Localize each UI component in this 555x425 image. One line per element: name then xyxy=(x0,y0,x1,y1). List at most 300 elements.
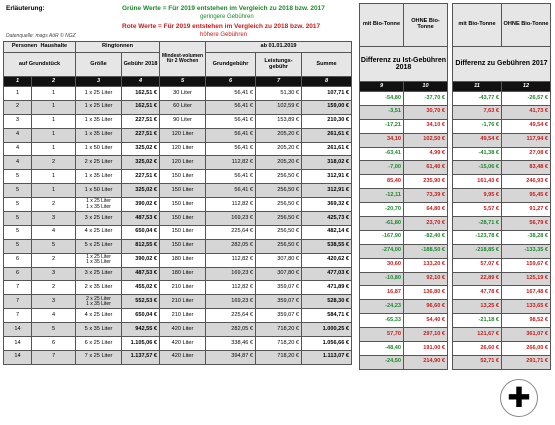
bin-size-cell: 1 x 25 Liter xyxy=(76,87,122,101)
plus-icon: ✚ xyxy=(507,381,531,414)
sum-cell: 312,91 € xyxy=(302,170,352,184)
diff-2018-without-bio-cell: 61,40 € xyxy=(404,161,448,175)
min-volume-cell: 150 Liter xyxy=(160,239,206,253)
min-volume-cell: 90 Liter xyxy=(160,114,206,128)
diff-2018-with-bio-cell: -54,80 xyxy=(360,92,404,106)
diff-2018-with-bio-cell: 57,70 xyxy=(360,328,404,342)
diff-2018-table xyxy=(359,3,448,370)
diff-2017-with-bio-cell: -41,38 € xyxy=(453,147,502,161)
households-cell: 4 xyxy=(32,225,76,239)
table-row xyxy=(4,128,352,142)
perf-fee-cell: 307,80 € xyxy=(256,253,302,267)
min-volume-cell: 180 Liter xyxy=(160,267,206,281)
sum-cell: 1.000,25 € xyxy=(302,323,352,337)
bin-size-cell: 2 x 35 Liter xyxy=(76,281,122,295)
table-row xyxy=(4,87,352,101)
table-row xyxy=(360,105,448,119)
table-row xyxy=(360,189,448,203)
col-num: 10 xyxy=(404,82,448,92)
diff-2017-without-bio-cell: -26,57 € xyxy=(502,92,551,106)
header-without-bio: OHNE Bio-Tonne xyxy=(404,4,448,47)
diff-2018-with-bio-cell: 34,10 xyxy=(360,133,404,147)
base-fee-cell: 56,41 € xyxy=(206,114,256,128)
table-row xyxy=(360,342,448,356)
fee-2018-cell: 325,02 € xyxy=(122,156,160,170)
base-fee-cell: 56,41 € xyxy=(206,100,256,114)
min-volume-cell: 210 Liter xyxy=(160,281,206,295)
diff-2018-without-bio-cell: 297,10 € xyxy=(404,328,448,342)
col-num: 8 xyxy=(302,77,352,87)
table-row xyxy=(453,258,551,272)
diff-2018-with-bio-cell: 30,60 xyxy=(360,258,404,272)
diff-2018-with-bio-cell: -20,70 xyxy=(360,203,404,217)
min-volume-cell: 180 Liter xyxy=(160,253,206,267)
legend-label: Erläuterung: xyxy=(6,5,45,12)
fee-2018-cell: 162,51 € xyxy=(122,100,160,114)
fee-2018-cell: 227,51 € xyxy=(122,128,160,142)
sum-cell: 425,73 € xyxy=(302,212,352,226)
table-row xyxy=(360,314,448,328)
table-row xyxy=(360,92,448,106)
legend-green-sub: geringere Gebühren xyxy=(200,14,254,20)
persons-cell: 5 xyxy=(4,225,32,239)
base-fee-cell: 282,05 € xyxy=(206,323,256,337)
table-row xyxy=(453,175,551,189)
table-row xyxy=(4,253,352,267)
min-volume-cell: 150 Liter xyxy=(160,225,206,239)
min-volume-cell: 420 Liter xyxy=(160,323,206,337)
col-num: 4 xyxy=(122,77,160,87)
table-row xyxy=(453,147,551,161)
perf-fee-cell: 205,20 € xyxy=(256,128,302,142)
diff-2017-with-bio-cell: 13,25 € xyxy=(453,300,502,314)
header-minvol: Mindest-volumen für 2 Wochen xyxy=(160,42,206,77)
table-row xyxy=(453,189,551,203)
diff-2018-without-bio-cell: 133,20 € xyxy=(404,258,448,272)
table-row xyxy=(453,105,551,119)
fee-2018-cell: 487,53 € xyxy=(122,212,160,226)
diff-2018-without-bio-cell: 92,10 € xyxy=(404,272,448,286)
table-row xyxy=(4,198,352,212)
diff-2018-without-bio-cell: 136,80 € xyxy=(404,286,448,300)
diff-2017-with-bio-cell: -1,76 € xyxy=(453,119,502,133)
diff-2017-without-bio-cell: 98,52 € xyxy=(502,314,551,328)
table-row xyxy=(360,175,448,189)
households-cell: 1 xyxy=(32,87,76,101)
fee-2018-cell: 552,53 € xyxy=(122,295,160,309)
diff-2018-with-bio-cell: -167,90 xyxy=(360,230,404,244)
perf-fee-cell: 256,50 € xyxy=(256,225,302,239)
legend-green-text: Grüne Werte = Für 2019 entstehen im Vergleich zu 2018 bzw. 2017 xyxy=(122,5,325,12)
base-fee-cell: 56,41 € xyxy=(206,128,256,142)
households-cell: 1 xyxy=(32,100,76,114)
diff-2018-without-bio-cell: 34,10 € xyxy=(404,119,448,133)
persons-cell: 14 xyxy=(4,350,32,364)
base-fee-cell: 169,23 € xyxy=(206,295,256,309)
fee-2018-cell: 1.137,57 € xyxy=(122,350,160,364)
table-row xyxy=(4,114,352,128)
column-number-row xyxy=(453,82,551,92)
perf-fee-cell: 205,20 € xyxy=(256,156,302,170)
table-row xyxy=(4,156,352,170)
persons-cell: 4 xyxy=(4,156,32,170)
persons-cell: 5 xyxy=(4,212,32,226)
diff-2018-with-bio-cell: -65,33 xyxy=(360,314,404,328)
bin-size-cell: 1 x 35 Liter xyxy=(76,114,122,128)
diff-2017-with-bio-cell: 5,57 € xyxy=(453,203,502,217)
header-sum: Summe xyxy=(302,53,352,77)
col-num: 11 xyxy=(453,82,502,92)
sum-cell: 477,03 € xyxy=(302,267,352,281)
base-fee-cell: 112,82 € xyxy=(206,156,256,170)
diff-2018-with-bio-cell: 16,87 xyxy=(360,286,404,300)
perf-fee-cell: 153,89 € xyxy=(256,114,302,128)
fee-2018-cell: 162,51 € xyxy=(122,87,160,101)
perf-fee-cell: 102,59 € xyxy=(256,100,302,114)
diff-2018-without-bio-cell: 73,39 € xyxy=(404,189,448,203)
min-volume-cell: 150 Liter xyxy=(160,198,206,212)
table-row xyxy=(4,212,352,226)
table-row xyxy=(360,258,448,272)
table-row xyxy=(4,170,352,184)
col-num: 2 xyxy=(32,77,76,87)
table-row xyxy=(4,225,352,239)
diff-2017-without-bio-cell: 27,08 € xyxy=(502,147,551,161)
diff-2018-without-bio-cell: 23,70 € xyxy=(404,217,448,231)
diff-2017-with-bio-cell: 57,07 € xyxy=(453,258,502,272)
diff-2017-without-bio-cell: 41,73 € xyxy=(502,105,551,119)
diff-2017-without-bio-cell: 91,27 € xyxy=(502,203,551,217)
diff-2018-with-bio-cell: -48,40 xyxy=(360,342,404,356)
households-cell: 2 xyxy=(32,281,76,295)
table-row xyxy=(453,328,551,342)
persons-cell: 1 xyxy=(4,87,32,101)
diff-2017-without-bio-cell: 49,54 € xyxy=(502,119,551,133)
diff-2018-without-bio-cell: -188,50 € xyxy=(404,244,448,258)
households-cell: 5 xyxy=(32,323,76,337)
diff-2017-without-bio-cell: 266,00 € xyxy=(502,342,551,356)
persons-cell: 4 xyxy=(4,128,32,142)
min-volume-cell: 210 Liter xyxy=(160,295,206,309)
base-fee-cell: 282,05 € xyxy=(206,239,256,253)
base-fee-cell: 169,23 € xyxy=(206,267,256,281)
table-row xyxy=(4,309,352,323)
col-num: 6 xyxy=(206,77,256,87)
base-fee-cell: 112,82 € xyxy=(206,198,256,212)
perf-fee-cell: 718,20 € xyxy=(256,350,302,364)
perf-fee-cell: 256,50 € xyxy=(256,184,302,198)
col-num: 9 xyxy=(360,82,404,92)
perf-fee-cell: 256,50 € xyxy=(256,170,302,184)
header-perf-fee: Leistungs-gebühr xyxy=(256,53,302,77)
fee-2018-cell: 812,55 € xyxy=(122,239,160,253)
diff-2018-without-bio-cell: 30,70 € xyxy=(404,105,448,119)
persons-cell: 6 xyxy=(4,253,32,267)
persons-cell: 3 xyxy=(4,114,32,128)
perf-fee-cell: 256,50 € xyxy=(256,198,302,212)
diff-2017-table xyxy=(452,3,551,370)
diff-2018-with-bio-cell: -24,23 xyxy=(360,300,404,314)
header-bins: Ringtonnen xyxy=(76,42,160,53)
households-cell: 3 xyxy=(32,267,76,281)
table-row xyxy=(360,244,448,258)
diff-2017-with-bio-cell: -43,77 € xyxy=(453,92,502,106)
bin-size-cell: 2 x 25 Liter 1 x 35 Liter xyxy=(76,295,122,309)
diff-2018-without-bio-cell: 235,90 € xyxy=(404,175,448,189)
table-row xyxy=(360,147,448,161)
households-cell: 1 xyxy=(32,114,76,128)
min-volume-cell: 120 Liter xyxy=(160,142,206,156)
header-fee2018: Gebühr 2018 xyxy=(122,53,160,77)
persons-cell: 7 xyxy=(4,281,32,295)
zoom-in-button[interactable] xyxy=(500,379,538,417)
perf-fee-cell: 205,20 € xyxy=(256,142,302,156)
table-row xyxy=(4,142,352,156)
column-number-row xyxy=(4,77,352,87)
diff-2018-with-bio-cell: 85,40 xyxy=(360,175,404,189)
min-volume-cell: 150 Liter xyxy=(160,184,206,198)
base-fee-cell: 225,64 € xyxy=(206,309,256,323)
households-cell: 6 xyxy=(32,337,76,351)
col-num: 3 xyxy=(76,77,122,87)
households-cell: 1 xyxy=(32,170,76,184)
perf-fee-cell: 256,50 € xyxy=(256,239,302,253)
diff-2017-without-bio-cell: 133,65 € xyxy=(502,300,551,314)
diff-2017-without-bio-cell: 291,71 € xyxy=(502,355,551,369)
households-cell: 1 xyxy=(32,142,76,156)
table-row xyxy=(360,133,448,147)
sum-cell: 210,30 € xyxy=(302,114,352,128)
households-cell: 1 xyxy=(32,128,76,142)
bin-size-cell: 5 x 35 Liter xyxy=(76,323,122,337)
diff-2017-with-bio-cell: 121,67 € xyxy=(453,328,502,342)
households-cell: 2 xyxy=(32,156,76,170)
fee-2018-cell: 390,02 € xyxy=(122,253,160,267)
base-fee-cell: 225,64 € xyxy=(206,225,256,239)
fee-2018-cell: 650,04 € xyxy=(122,309,160,323)
fee-2018-cell: 325,02 € xyxy=(122,184,160,198)
perf-fee-cell: 307,80 € xyxy=(256,267,302,281)
diff-2017-without-bio-cell: 167,48 € xyxy=(502,286,551,300)
households-cell: 5 xyxy=(32,239,76,253)
col-num: 5 xyxy=(160,77,206,87)
min-volume-cell: 150 Liter xyxy=(160,170,206,184)
legend-red-text: Rote Werte = Für 2019 entstehen im Vergleich zu 2018 bzw. 2017 xyxy=(122,23,321,30)
diff-2017-with-bio-cell: -15,06 € xyxy=(453,161,502,175)
table-row xyxy=(453,217,551,231)
base-fee-cell: 56,41 € xyxy=(206,87,256,101)
table-row xyxy=(4,295,352,309)
sum-cell: 318,02 € xyxy=(302,156,352,170)
diff-2017-with-bio-cell: 9,95 € xyxy=(453,189,502,203)
sum-cell: 312,91 € xyxy=(302,184,352,198)
header-diff2018: Differenz zu Ist-Gebühren 2018 xyxy=(360,47,448,82)
diff-2018-without-bio-cell: 64,80 € xyxy=(404,203,448,217)
min-volume-cell: 150 Liter xyxy=(160,212,206,226)
table-row xyxy=(453,355,551,369)
table-row xyxy=(4,337,352,351)
table-row xyxy=(453,133,551,147)
table-row xyxy=(453,314,551,328)
table-row xyxy=(360,286,448,300)
bin-size-cell: 1 x 35 Liter xyxy=(76,170,122,184)
table-row xyxy=(360,203,448,217)
households-cell: 3 xyxy=(32,295,76,309)
diff-2018-with-bio-cell: -24,50 xyxy=(360,355,404,369)
persons-cell: 5 xyxy=(4,239,32,253)
table-row xyxy=(360,217,448,231)
header-without-bio: OHNE Bio-Tonne xyxy=(502,4,551,47)
table-row xyxy=(360,300,448,314)
legend xyxy=(4,2,359,42)
base-fee-cell: 56,41 € xyxy=(206,142,256,156)
column-number-row xyxy=(360,82,448,92)
diff-2018-without-bio-cell: -37,70 € xyxy=(404,92,448,106)
header-diff2017: Differenz zu Gebühren 2017 xyxy=(453,47,551,82)
perf-fee-cell: 718,20 € xyxy=(256,323,302,337)
min-volume-cell: 120 Liter xyxy=(160,128,206,142)
table-row xyxy=(453,161,551,175)
bin-size-cell: 4 x 25 Liter xyxy=(76,225,122,239)
diff-2018-with-bio-cell: -63,41 xyxy=(360,147,404,161)
fee-2018-cell: 1.105,06 € xyxy=(122,337,160,351)
persons-cell: 5 xyxy=(4,170,32,184)
sum-cell: 584,71 € xyxy=(302,309,352,323)
min-volume-cell: 210 Liter xyxy=(160,309,206,323)
bin-size-cell: 7 x 25 Liter xyxy=(76,350,122,364)
table-row xyxy=(360,272,448,286)
bin-size-cell: 1 x 25 Liter 1 x 35 Liter xyxy=(76,198,122,212)
fee-2018-cell: 650,04 € xyxy=(122,225,160,239)
table-row xyxy=(4,281,352,295)
bin-size-cell: 2 x 25 Liter xyxy=(76,156,122,170)
diff-2017-without-bio-cell: 246,93 € xyxy=(502,175,551,189)
persons-cell: 5 xyxy=(4,198,32,212)
table-row xyxy=(360,328,448,342)
base-fee-cell: 56,41 € xyxy=(206,184,256,198)
data-source-note: Datenquelle: mags AöR © NGZ xyxy=(6,33,76,39)
diff-2017-with-bio-cell: 52,71 € xyxy=(453,355,502,369)
header-persons-households: Personen Haushalte xyxy=(4,42,76,53)
persons-cell: 7 xyxy=(4,309,32,323)
households-cell: 4 xyxy=(32,309,76,323)
sum-cell: 261,61 € xyxy=(302,128,352,142)
col-num: 7 xyxy=(256,77,302,87)
sum-cell: 369,32 € xyxy=(302,198,352,212)
header-per-property: auf Grundstück xyxy=(4,53,76,77)
diff-2018-without-bio-cell: 96,60 € xyxy=(404,300,448,314)
table-row xyxy=(453,92,551,106)
persons-cell: 14 xyxy=(4,323,32,337)
households-cell: 7 xyxy=(32,350,76,364)
header-with-bio: mit Bio-Tonne xyxy=(453,4,502,47)
sum-cell: 107,71 € xyxy=(302,87,352,101)
diff-2018-without-bio-cell: -82,40 € xyxy=(404,230,448,244)
bin-size-cell: 3 x 25 Liter xyxy=(76,212,122,226)
fee-2018-cell: 487,53 € xyxy=(122,267,160,281)
diff-2018-with-bio-cell: -12,11 xyxy=(360,189,404,203)
sum-cell: 261,61 € xyxy=(302,142,352,156)
diff-2017-without-bio-cell: 83,48 € xyxy=(502,161,551,175)
col-num: 1 xyxy=(4,77,32,87)
diff-2017-without-bio-cell: 95,45 € xyxy=(502,189,551,203)
diff-2017-without-bio-cell: 56,79 € xyxy=(502,217,551,231)
diff-2018-with-bio-cell: -10,80 xyxy=(360,272,404,286)
header-base-fee: Grundgebühr xyxy=(206,53,256,77)
fee-2018-cell: 325,02 € xyxy=(122,142,160,156)
base-fee-cell: 56,41 € xyxy=(206,170,256,184)
table-row xyxy=(4,323,352,337)
diff-2018-with-bio-cell: -17,21 xyxy=(360,119,404,133)
table-row xyxy=(453,272,551,286)
sum-cell: 1.056,66 € xyxy=(302,337,352,351)
households-cell: 3 xyxy=(32,212,76,226)
diff-2018-with-bio-cell: -7,00 xyxy=(360,161,404,175)
base-fee-cell: 338,46 € xyxy=(206,337,256,351)
diff-2017-with-bio-cell: 161,43 € xyxy=(453,175,502,189)
table-row xyxy=(453,244,551,258)
persons-cell: 6 xyxy=(4,267,32,281)
perf-fee-cell: 256,50 € xyxy=(256,212,302,226)
diff-2017-with-bio-cell: -21,18 € xyxy=(453,314,502,328)
bin-size-cell: 1 x 50 Liter xyxy=(76,184,122,198)
base-fee-cell: 169,23 € xyxy=(206,212,256,226)
diff-2017-with-bio-cell: 26,60 € xyxy=(453,342,502,356)
table-row xyxy=(453,342,551,356)
persons-cell: 4 xyxy=(4,142,32,156)
diff-2017-with-bio-cell: 49,54 € xyxy=(453,133,502,147)
legend-red-sub: höhere Gebühren xyxy=(200,32,248,38)
min-volume-cell: 60 Liter xyxy=(160,100,206,114)
bin-size-cell: 4 x 25 Liter xyxy=(76,309,122,323)
bin-size-cell: 1 x 35 Liter xyxy=(76,128,122,142)
bin-size-cell: 6 x 25 Liter xyxy=(76,337,122,351)
diff-2017-without-bio-cell: 361,07 € xyxy=(502,328,551,342)
perf-fee-cell: 359,07 € xyxy=(256,295,302,309)
fee-2018-cell: 942,55 € xyxy=(122,323,160,337)
min-volume-cell: 30 Liter xyxy=(160,87,206,101)
sum-cell: 482,14 € xyxy=(302,225,352,239)
min-volume-cell: 420 Liter xyxy=(160,350,206,364)
bin-size-cell: 1 x 50 Liter xyxy=(76,142,122,156)
table-row xyxy=(453,286,551,300)
table-row xyxy=(4,267,352,281)
households-cell: 2 xyxy=(32,253,76,267)
min-volume-cell: 120 Liter xyxy=(160,156,206,170)
perf-fee-cell: 51,30 € xyxy=(256,87,302,101)
diff-2017-without-bio-cell: 117,94 € xyxy=(502,133,551,147)
persons-cell: 7 xyxy=(4,295,32,309)
diff-2017-without-bio-cell: -38,28 € xyxy=(502,230,551,244)
bin-size-cell: 1 x 25 Liter xyxy=(76,100,122,114)
diff-2017-with-bio-cell: -123,78 € xyxy=(453,230,502,244)
fee-2018-cell: 227,51 € xyxy=(122,114,160,128)
table-row xyxy=(453,203,551,217)
diff-2018-without-bio-cell: 191,00 € xyxy=(404,342,448,356)
col-num: 12 xyxy=(502,82,551,92)
table-row xyxy=(360,230,448,244)
sum-cell: 159,00 € xyxy=(302,100,352,114)
table-row xyxy=(453,119,551,133)
perf-fee-cell: 359,07 € xyxy=(256,281,302,295)
diff-2018-without-bio-cell: 102,50 € xyxy=(404,133,448,147)
table-row xyxy=(360,355,448,369)
persons-cell: 14 xyxy=(4,337,32,351)
diff-2018-with-bio-cell: -274,00 xyxy=(360,244,404,258)
diff-2017-with-bio-cell: -28,71 € xyxy=(453,217,502,231)
diff-2017-without-bio-cell: 125,19 € xyxy=(502,272,551,286)
diff-2018-without-bio-cell: 4,99 € xyxy=(404,147,448,161)
